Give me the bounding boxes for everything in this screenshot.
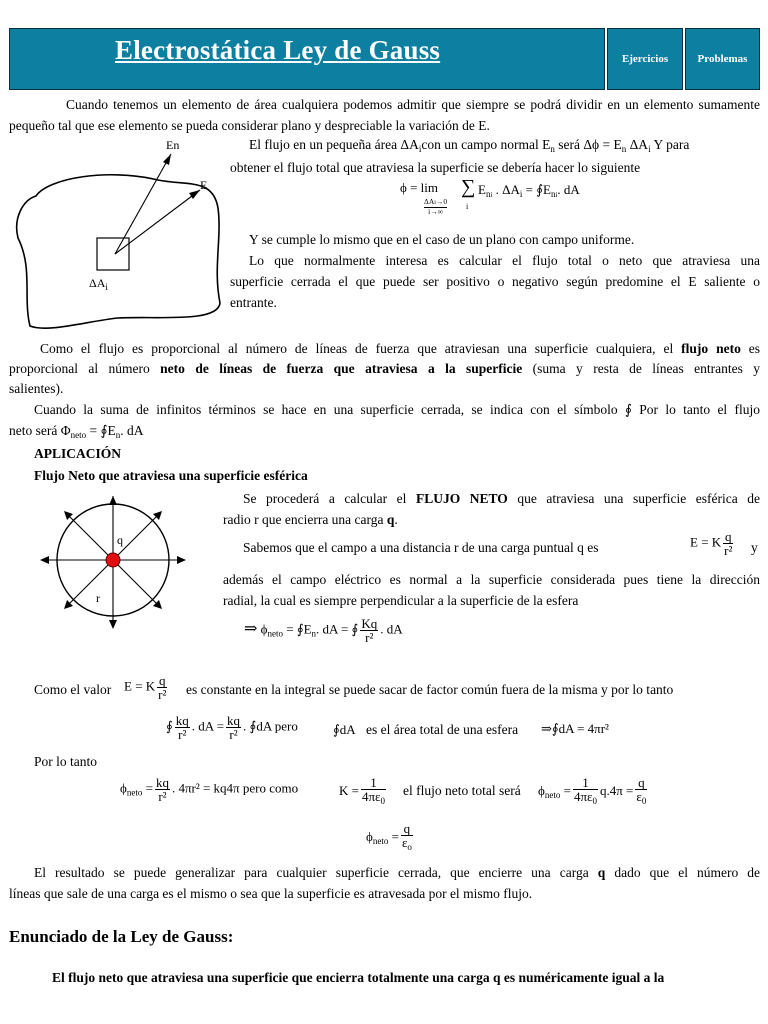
sphere-figure: [38, 496, 188, 636]
enunciado-text: El flujo neto que atraviesa una superficie que encierra totalmente una carga q es numéricamente igual a la: [52, 970, 665, 985]
flux-p2-line-2: superficie cerrada el que puede ser positivo o negativo según predomine el E saliente o: [230, 274, 760, 289]
point-charge: [106, 553, 120, 567]
aplicacion-line-1: Se procederá a calcular el FLUJO NETO que atraviesa una superficie esférica de: [243, 491, 761, 506]
label-e: E: [200, 178, 208, 192]
resultado-line-1: El resultado se puede generalizar para cualquier superficie cerrada, que encierre una carga q dado que el número de: [34, 865, 761, 880]
area-element: [97, 238, 129, 270]
phi-neto-final: $\phi_{neto}$ = $\frac{q}{\varepsilon_o}$: [366, 821, 412, 852]
aplicacion-line-3: Sabemos que el campo a una distancia r de una carga puntual q es: [243, 540, 599, 555]
phi-neto-formula-2: $\phi_{neto}$ = $\frac{1}{4\pi\varepsilon_0}$ q.4π = $\frac{q}{\varepsilon_0}$: [538, 775, 647, 806]
flux-line-1: El flujo en un pequeña área $\Delta A_icon$ un campo normal $E_n$ será $\Delta\phi = E_n$ $\Delta A_i$ Y para: [249, 137, 690, 154]
flux-limit-formula: ϕ = lim: [400, 180, 439, 195]
neto-line-2: proporcional al número neto de líneas de fuerza que atraviesa a la superficie (suma y resta de líneas entrantes y: [9, 361, 760, 376]
label-q: q: [117, 533, 123, 547]
aplicacion-line-5: radial, la cual es siempre perpendicular a la superficie de la esfera: [223, 593, 579, 608]
integral-dA: ∮dA: [333, 722, 356, 737]
por-lo-tanto: Por lo tanto: [34, 754, 97, 769]
aplicacion-line-3-end: y: [751, 540, 758, 555]
arrowhead-en: [163, 154, 171, 165]
arrow-up: [109, 496, 117, 505]
area-esfera-formula: ⇒∮dA = 4πr²: [541, 721, 609, 736]
k-constant-formula: K = $\frac{1}{4\pi\varepsilon_0}$: [339, 775, 386, 806]
aplicacion-line-4: además el campo eléctrico es normal a la superficie considerada pues tiene la dirección: [223, 572, 760, 587]
sum-index: i: [466, 202, 469, 211]
sum-symbol: ∑: [461, 176, 476, 198]
integral-formula: ∮ $\frac{kq}{\text{r²}}$ . dA = $\frac{kq}{\text{r²}}$ . ∮dA pero: [166, 713, 298, 742]
surface-figure: [8, 138, 230, 338]
neto-line-3: salientes).: [9, 381, 64, 396]
flux-sphere-formula: ⇒ $\phi_{neto}$ = $∮E_n$. dA = ∮ $\frac{Kq}{\text{r²}}$ . dA: [244, 616, 403, 645]
area-esfera-text: es el área total de una esfera: [366, 722, 519, 737]
field-formula-2: E = K $\frac{q}{\text{r²}}$: [124, 673, 167, 702]
limit-subscript: ΔAi→0 i→∞: [424, 197, 448, 216]
ejercicios-button[interactable]: Ejercicios: [607, 28, 683, 90]
aplicacion-line-2: radio r que encierra una carga q.: [223, 512, 398, 527]
neto-p2-line-1: Cuando la suma de infinitos términos se hace en una superficie cerrada, se indica con el símbolo ∮ Por lo tanto el flujo: [34, 402, 760, 417]
arrow-right: [177, 556, 186, 564]
arrow-down: [109, 620, 117, 629]
aplicacion-subheading: Flujo Neto que atraviesa una superficie esférica: [34, 468, 308, 483]
neto-line-1: Como el flujo es proporcional al número de líneas de fuerza que atraviesan una superficie cualquiera, el flujo neto es: [40, 341, 761, 356]
header-bar: [9, 28, 760, 90]
flujo-neto-total-text: el flujo neto total será: [403, 783, 521, 798]
label-en: En: [166, 138, 180, 152]
intro-paragraph: Cuando tenemos un elemento de área cualquiera podemos admitir que siempre se podrá dividir en un elemento sumamente pequeño tal que ese elemento se pueda considerar plano y despreciable la variación de E.: [9, 97, 760, 133]
label-delta-a: $\Delta A_i$: [89, 276, 108, 292]
field-vector-e: [115, 190, 200, 254]
normal-vector-en: [115, 154, 171, 254]
problemas-button[interactable]: Problemas: [685, 28, 760, 90]
label-r: r: [96, 591, 100, 605]
field-formula-1: E = K $\frac{q}{\text{r²}}$: [690, 529, 733, 558]
title-banner: [9, 28, 605, 90]
flux-p2-line-3: entrante.: [230, 295, 277, 310]
flux-line-3: Y se cumple lo mismo que en el caso de un plano con campo uniforme.: [249, 232, 635, 247]
valor-line-start: Como el valor: [34, 682, 112, 697]
valor-line-rest: es constante en la integral se puede sacar de factor común fuera de la misma y por lo tanto: [186, 682, 674, 697]
page-title: Electrostática Ley de Gauss: [115, 35, 441, 65]
arrow-left: [40, 556, 49, 564]
neto-p2-line-2: neto será $\Phi_{neto}$ = $∮E_n$. dA: [9, 423, 144, 440]
resultado-line-2: líneas que sale de una carga es el mismo o sea que la superficie es atravesada por el mismo flujo.: [9, 886, 533, 901]
flux-p2-line-1: Lo que normalmente interesa es calcular el flujo total o neto que atraviesa una: [249, 253, 760, 268]
phi-neto-formula-1: $\phi_{neto}$ = $\frac{kq}{\text{r²}}$ . 4πr² = kq4π pero como: [120, 775, 299, 804]
aplicacion-heading: APLICACIÓN: [34, 446, 122, 461]
flux-limit-formula-rest: $E_{ni}$ . $\Delta A_i$ = $∮E_{ni}$. dA: [478, 182, 580, 199]
flux-line-2: obtener el flujo total que atraviesa la superficie se debería hacer lo siguiente: [230, 160, 641, 175]
enunciado-heading: Enunciado de la Ley de Gauss:: [9, 927, 234, 946]
